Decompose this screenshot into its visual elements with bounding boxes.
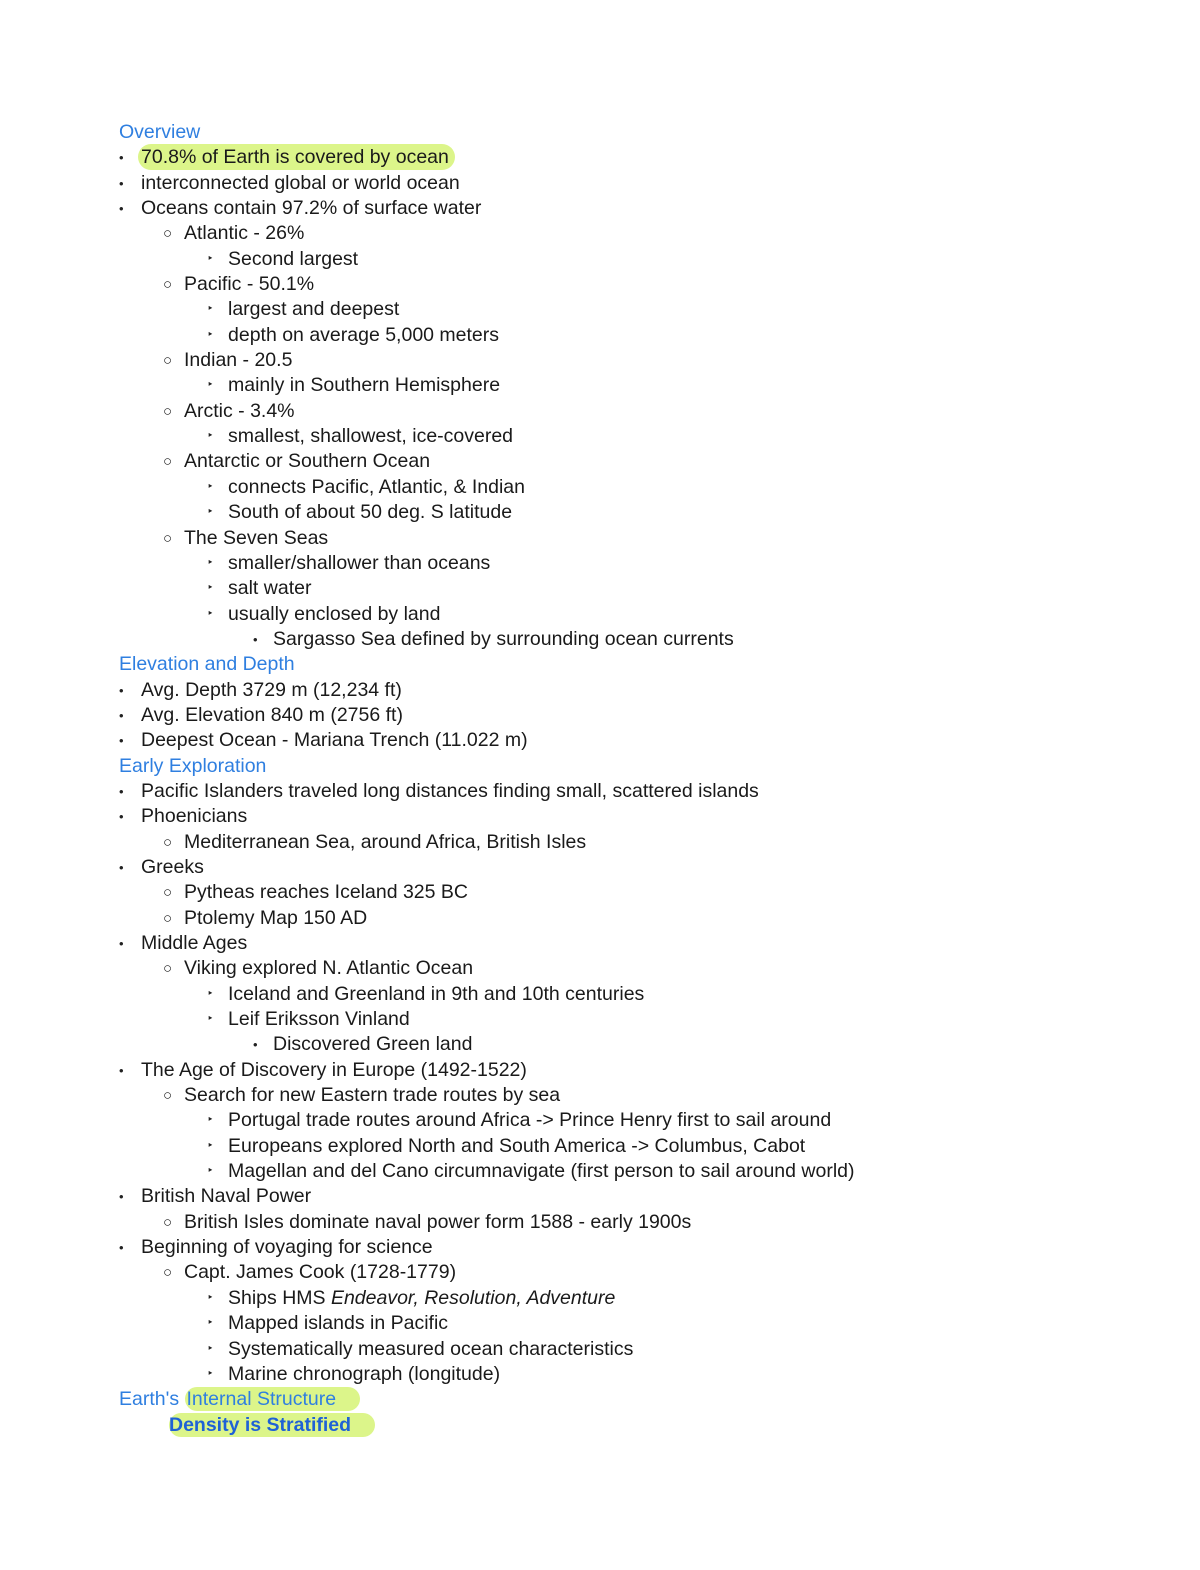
list-item bbox=[0, 1260, 1200, 1285]
list-item bbox=[0, 1108, 1200, 1133]
list-item-text: Capt. James Cook (1728-1779) bbox=[184, 1261, 457, 1284]
bullet-icon: • bbox=[119, 201, 124, 217]
list-item bbox=[0, 1184, 1200, 1209]
arrow-bullet-icon: ‣ bbox=[207, 430, 214, 443]
circle-bullet-icon: ○ bbox=[163, 1264, 173, 1282]
list-item bbox=[0, 830, 1200, 855]
list-item bbox=[0, 247, 1200, 272]
highlighted-text: 70.8% of Earth is covered by ocean bbox=[138, 144, 455, 170]
list-item-text: Ships HMS bbox=[228, 1286, 331, 1309]
list-item-text: Portugal trade routes around Africa -> Prince Henry first to sail around bbox=[228, 1109, 832, 1132]
circle-bullet-icon: ○ bbox=[163, 402, 173, 420]
bullet-icon: • bbox=[119, 859, 124, 875]
circle-bullet-icon: ○ bbox=[163, 453, 173, 471]
circle-bullet-icon: ○ bbox=[163, 529, 173, 547]
bullet-icon: • bbox=[119, 150, 124, 166]
heading-text: Earth's bbox=[119, 1388, 185, 1411]
heading-exploration: Early Exploration bbox=[119, 754, 267, 777]
heading-structure bbox=[0, 1387, 1200, 1412]
list-item bbox=[0, 982, 1200, 1007]
list-item-text: The Seven Seas bbox=[184, 526, 329, 549]
list-item-text: Pacific - 50.1% bbox=[184, 273, 315, 296]
arrow-bullet-icon: ‣ bbox=[207, 303, 214, 316]
list-item-text: Atlantic - 26% bbox=[184, 222, 305, 245]
list-item-text: South of about 50 deg. S latitude bbox=[228, 501, 513, 524]
list-item-text: Search for new Eastern trade routes by sea bbox=[184, 1084, 561, 1107]
bullet-icon: • bbox=[119, 175, 124, 191]
document-page bbox=[0, 120, 1200, 1438]
list-item-text: Iceland and Greenland in 9th and 10th centuries bbox=[228, 982, 645, 1005]
list-item-text: interconnected global or world ocean bbox=[141, 171, 460, 194]
list-item-text: Mediterranean Sea, around Africa, British Isles bbox=[184, 830, 587, 853]
list-item-text: Ptolemy Map 150 AD bbox=[184, 906, 368, 929]
list-item-text: Europeans explored North and South America -> Columbus, Cabot bbox=[228, 1134, 806, 1157]
list-item-text: Leif Eriksson Vinland bbox=[228, 1008, 410, 1031]
arrow-bullet-icon: ‣ bbox=[207, 582, 214, 595]
list-item bbox=[0, 804, 1200, 829]
list-item-text: Antarctic or Southern Ocean bbox=[184, 450, 431, 473]
list-item-text: Second largest bbox=[228, 247, 359, 270]
list-item bbox=[0, 906, 1200, 931]
bullet-icon: • bbox=[119, 1189, 124, 1205]
list-item bbox=[0, 526, 1200, 551]
arrow-bullet-icon: ‣ bbox=[207, 1139, 214, 1152]
circle-bullet-icon: ○ bbox=[163, 1213, 173, 1231]
list-item bbox=[0, 855, 1200, 880]
circle-bullet-icon: ○ bbox=[163, 884, 173, 902]
list-item-text: Discovered Green land bbox=[273, 1033, 473, 1056]
list-item bbox=[0, 272, 1200, 297]
list-item-text: Deepest Ocean - Mariana Trench (11.022 m) bbox=[141, 729, 528, 752]
arrow-bullet-icon: ‣ bbox=[207, 379, 214, 392]
highlighted-text: Density is Stratified bbox=[169, 1413, 375, 1437]
list-item-text: depth on average 5,000 meters bbox=[228, 323, 500, 346]
list-item bbox=[0, 627, 1200, 652]
list-item bbox=[0, 1058, 1200, 1083]
list-item-text: Mapped islands in Pacific bbox=[228, 1312, 449, 1335]
list-item bbox=[0, 449, 1200, 474]
list-item bbox=[0, 348, 1200, 373]
circle-bullet-icon: ○ bbox=[163, 352, 173, 370]
list-item-text: Sargasso Sea defined by surrounding ocean currents bbox=[273, 627, 734, 650]
list-item-text: Phoenicians bbox=[141, 805, 248, 828]
list-item bbox=[0, 475, 1200, 500]
list-item bbox=[0, 171, 1200, 196]
list-item bbox=[0, 399, 1200, 424]
bullet-icon: • bbox=[119, 936, 124, 951]
arrow-bullet-icon: ‣ bbox=[207, 252, 214, 265]
list-item bbox=[0, 196, 1200, 221]
bullet-icon: • bbox=[119, 682, 124, 698]
list-item bbox=[0, 551, 1200, 576]
list-item-text: salt water bbox=[228, 577, 312, 600]
list-item-text: Viking explored N. Atlantic Ocean bbox=[184, 957, 474, 980]
list-item bbox=[0, 779, 1200, 804]
list-item bbox=[0, 728, 1200, 753]
list-item-text: mainly in Southern Hemisphere bbox=[228, 374, 501, 397]
list-item-text: Magellan and del Cano circumnavigate (first person to sail around world) bbox=[228, 1160, 855, 1183]
list-item-text: Marine chronograph (longitude) bbox=[228, 1362, 501, 1385]
list-item-text: Indian - 20.5 bbox=[184, 349, 293, 372]
arrow-bullet-icon: ‣ bbox=[207, 1291, 214, 1304]
bullet-icon: • bbox=[119, 1062, 124, 1078]
list-item bbox=[0, 931, 1200, 956]
list-item-text: Middle Ages bbox=[141, 932, 248, 954]
bullet-icon: • bbox=[119, 783, 124, 799]
list-item bbox=[0, 1337, 1200, 1362]
bullet-icon: • bbox=[119, 707, 124, 723]
list-item-text: largest and deepest bbox=[228, 298, 400, 321]
list-item-text: The Age of Discovery in Europe (1492-1522) bbox=[141, 1058, 527, 1081]
list-item bbox=[0, 1032, 1200, 1057]
arrow-bullet-icon: ‣ bbox=[207, 506, 214, 519]
circle-bullet-icon: ○ bbox=[163, 909, 173, 927]
arrow-bullet-icon: ‣ bbox=[207, 987, 214, 1000]
bullet-icon: • bbox=[119, 809, 124, 825]
arrow-bullet-icon: ‣ bbox=[207, 1114, 214, 1127]
list-item bbox=[0, 221, 1200, 246]
list-item bbox=[0, 956, 1200, 981]
list-item bbox=[0, 703, 1200, 728]
list-item bbox=[0, 500, 1200, 525]
circle-bullet-icon: ○ bbox=[163, 833, 173, 851]
arrow-bullet-icon: ‣ bbox=[207, 1367, 214, 1380]
list-item-text: Systematically measured ocean characteristics bbox=[228, 1337, 634, 1360]
list-item-text: Oceans contain 97.2% of surface water bbox=[141, 197, 482, 220]
list-item bbox=[0, 1235, 1200, 1260]
bullet-icon: • bbox=[119, 733, 124, 749]
list-item bbox=[0, 145, 1200, 170]
list-item bbox=[0, 297, 1200, 322]
list-item bbox=[0, 1210, 1200, 1235]
arrow-bullet-icon: ‣ bbox=[207, 480, 214, 493]
list-item bbox=[0, 1159, 1200, 1184]
bullet-icon: • bbox=[253, 1037, 258, 1053]
subheading-density bbox=[0, 1413, 1200, 1438]
arrow-bullet-icon: ‣ bbox=[207, 556, 214, 569]
highlighted-text: Internal Structure bbox=[185, 1387, 361, 1411]
bullet-icon: • bbox=[253, 631, 258, 647]
list-item-text: usually enclosed by land bbox=[228, 602, 441, 625]
arrow-bullet-icon: ‣ bbox=[207, 1342, 214, 1355]
list-item bbox=[0, 880, 1200, 905]
list-item bbox=[0, 602, 1200, 627]
list-item bbox=[0, 1083, 1200, 1108]
arrow-bullet-icon: ‣ bbox=[207, 607, 214, 620]
list-item-text: Greeks bbox=[141, 855, 204, 878]
list-item bbox=[0, 1362, 1200, 1387]
circle-bullet-icon: ○ bbox=[163, 960, 173, 978]
list-item bbox=[0, 323, 1200, 348]
list-item bbox=[0, 576, 1200, 601]
list-item-text: British Isles dominate naval power form 1588 - early 1900s bbox=[184, 1210, 692, 1233]
heading-overview: Overview bbox=[119, 121, 201, 143]
arrow-bullet-icon: ‣ bbox=[207, 1317, 214, 1330]
list-item bbox=[0, 1286, 1200, 1311]
bullet-icon: • bbox=[119, 1240, 124, 1256]
list-item-text: Avg. Depth 3729 m (12,234 ft) bbox=[141, 678, 402, 701]
list-item bbox=[0, 373, 1200, 398]
list-item-text: British Naval Power bbox=[141, 1185, 312, 1208]
list-item-text: connects Pacific, Atlantic, & Indian bbox=[228, 475, 525, 498]
circle-bullet-icon: ○ bbox=[163, 276, 173, 294]
list-item bbox=[0, 1311, 1200, 1336]
list-item-text: Beginning of voyaging for science bbox=[141, 1236, 433, 1259]
list-item bbox=[0, 1007, 1200, 1032]
ship-names: Endeavor, Resolution, Adventure bbox=[330, 1286, 616, 1309]
arrow-bullet-icon: ‣ bbox=[207, 328, 214, 341]
list-item-text: smallest, shallowest, ice-covered bbox=[228, 425, 514, 448]
list-item bbox=[0, 678, 1200, 703]
list-item-text: Pacific Islanders traveled long distances finding small, scattered islands bbox=[141, 779, 759, 802]
arrow-bullet-icon: ‣ bbox=[207, 1013, 214, 1026]
circle-bullet-icon: ○ bbox=[163, 1087, 173, 1105]
list-item bbox=[0, 424, 1200, 449]
heading-elevation: Elevation and Depth bbox=[119, 653, 295, 676]
list-item-text: Pytheas reaches Iceland 325 BC bbox=[184, 881, 469, 904]
arrow-bullet-icon: ‣ bbox=[207, 1165, 214, 1178]
list-item bbox=[0, 1134, 1200, 1159]
list-item-text: Avg. Elevation 840 m (2756 ft) bbox=[141, 703, 403, 726]
circle-bullet-icon: ○ bbox=[163, 225, 173, 243]
list-item-text: Arctic - 3.4% bbox=[184, 399, 295, 422]
list-item-text: smaller/shallower than oceans bbox=[228, 551, 491, 574]
